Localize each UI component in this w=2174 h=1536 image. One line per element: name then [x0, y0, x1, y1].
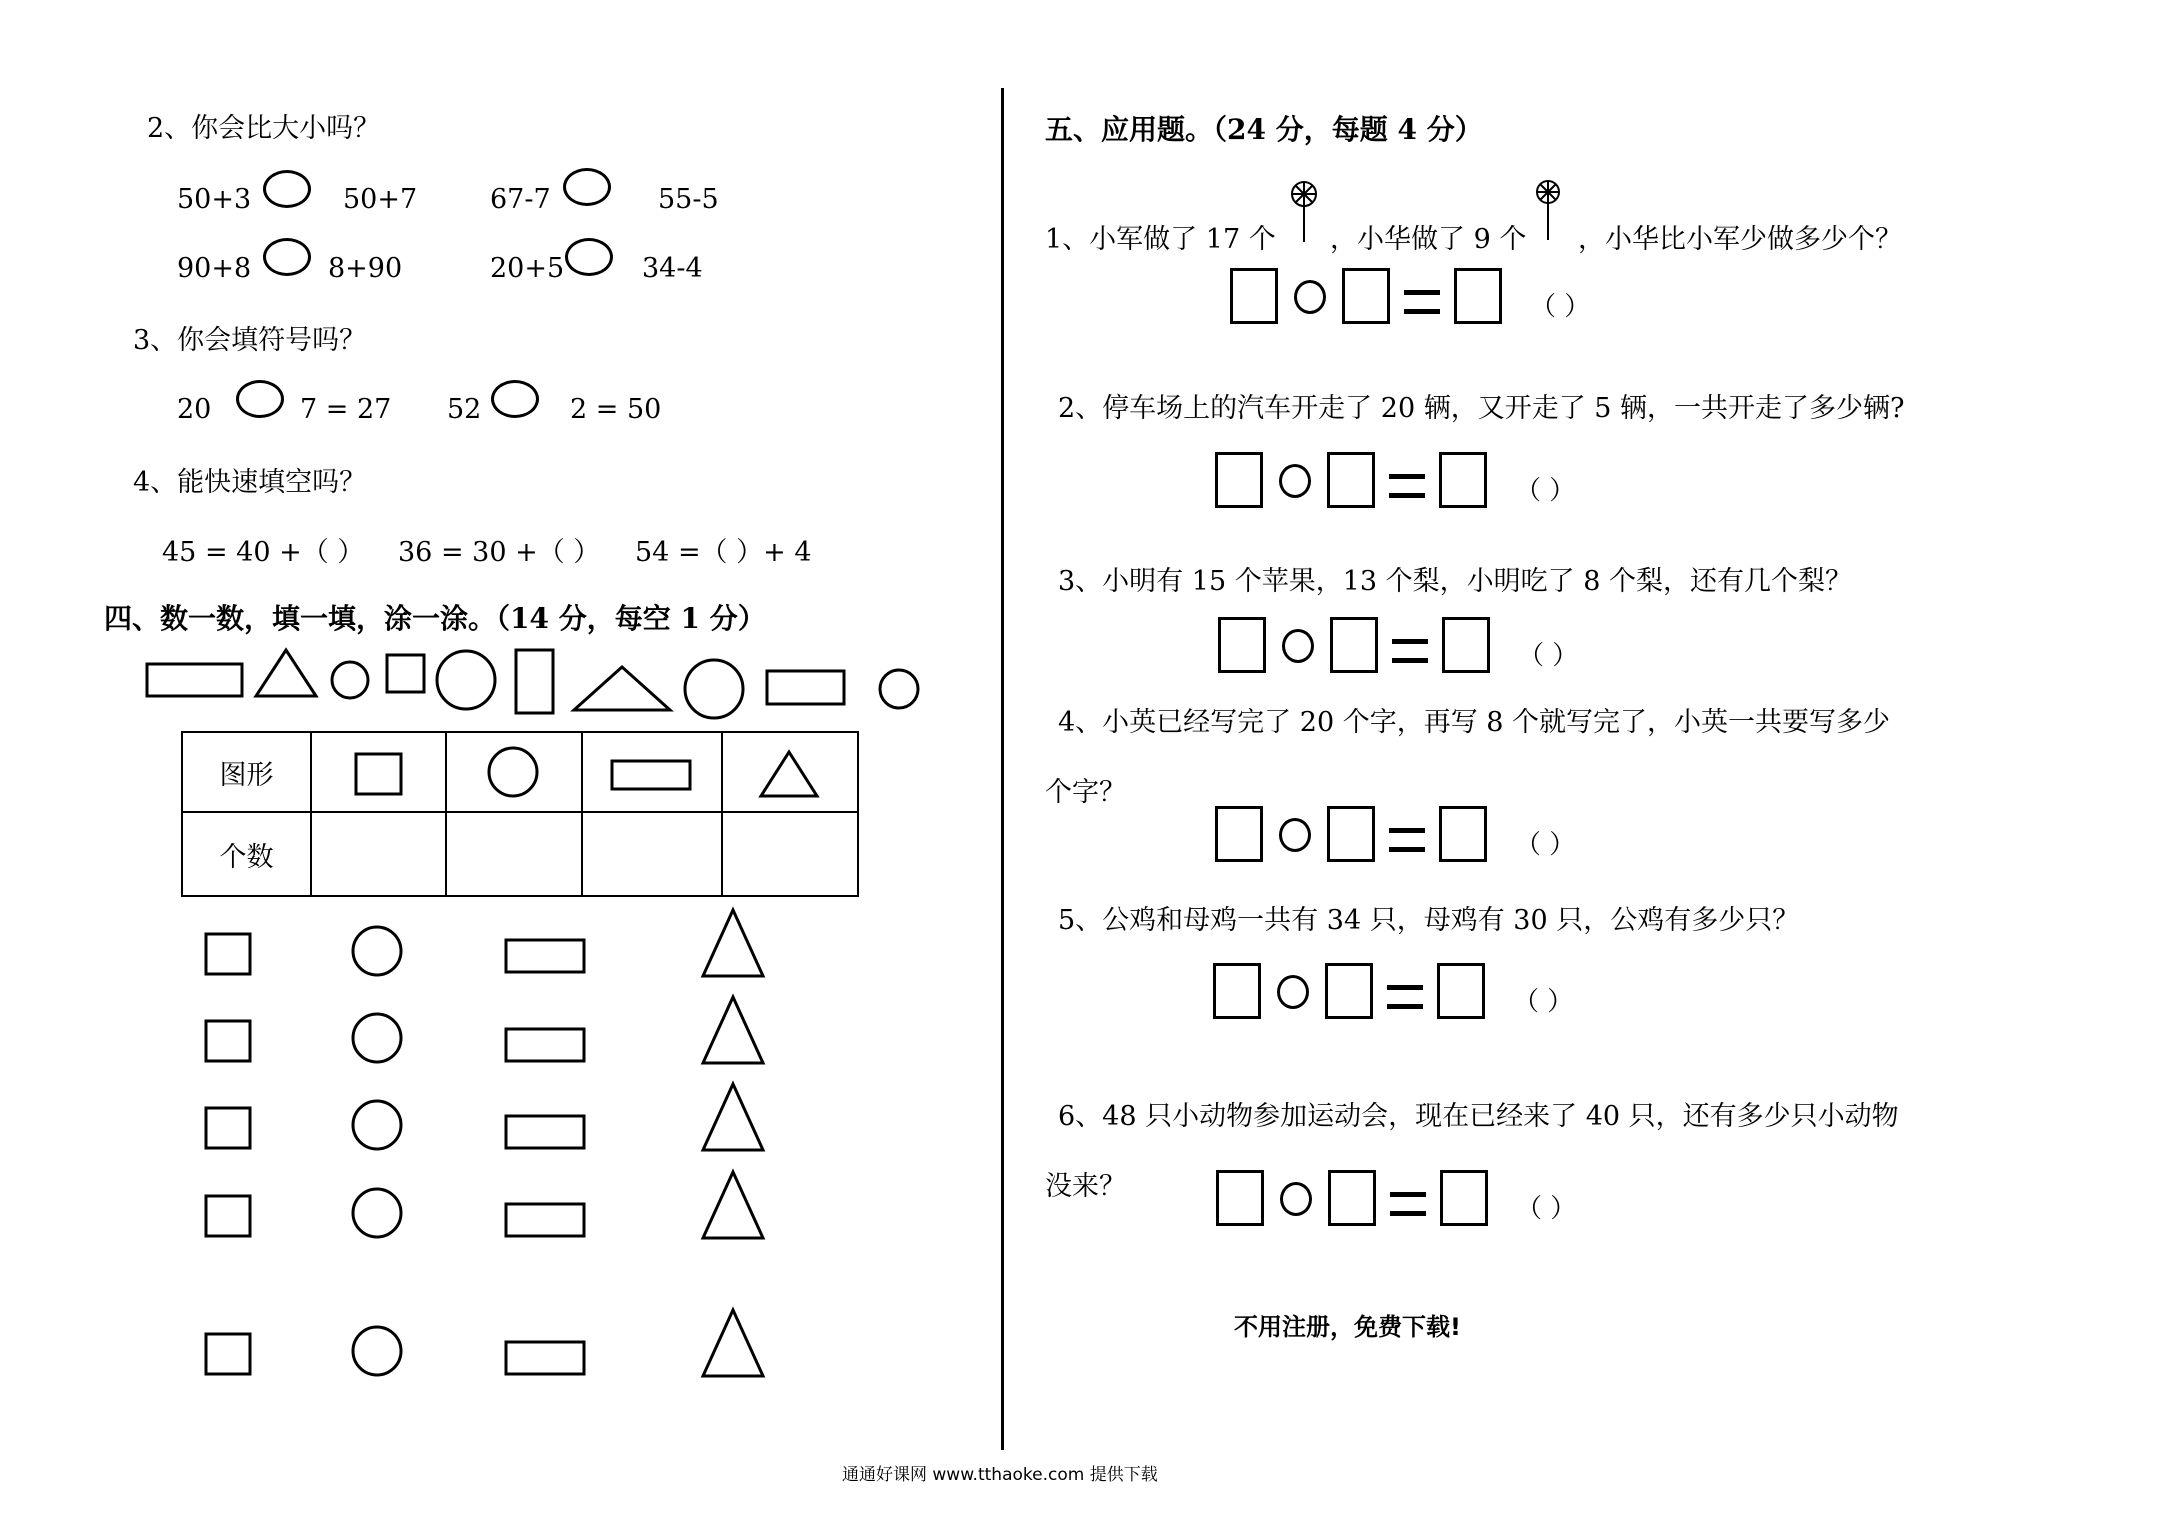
- fill-blank: 45 = 40 +（ ）: [162, 537, 365, 568]
- answer-box[interactable]: [1230, 268, 1278, 324]
- answer-paren[interactable]: （ ）: [1515, 476, 1576, 506]
- symbol-b: 7 = 27: [300, 394, 392, 425]
- color-rectangle[interactable]: [506, 1342, 584, 1374]
- answer-box[interactable]: [1439, 806, 1487, 862]
- answer-box[interactable]: [1213, 963, 1261, 1019]
- question-1-part-a: 1、小军做了 17 个: [1045, 224, 1276, 255]
- compare-a: 50+3: [177, 184, 252, 215]
- color-square[interactable]: [206, 1196, 250, 1236]
- color-rectangle[interactable]: [506, 1029, 584, 1061]
- coloring-shapes: [0, 0, 960, 1400]
- answer-box[interactable]: [1330, 617, 1378, 673]
- question-2: 2、停车场上的汽车开走了 20 辆，又开走了 5 辆，一共开走了多少辆?: [1058, 393, 1905, 424]
- question-4-line-2: 个字？: [1045, 777, 1126, 808]
- equals-sign: [1404, 290, 1440, 314]
- answer-paren[interactable]: （ ）: [1516, 1194, 1577, 1224]
- answer-box[interactable]: [1327, 452, 1375, 508]
- answer-box[interactable]: [1325, 963, 1373, 1019]
- footer-text: 通通好课网 www.tthaoke.com 提供下载: [842, 1465, 1158, 1485]
- symbol-a: 52: [447, 394, 482, 425]
- color-circle[interactable]: [353, 927, 401, 975]
- fill-blank: 54 =（ ）+ 4: [635, 537, 812, 568]
- answer-box[interactable]: [1442, 617, 1490, 673]
- question-3: 3、小明有 15 个苹果，13 个梨，小明吃了 8 个梨，还有几个梨？: [1058, 566, 1852, 597]
- compare-a: 67-7: [490, 184, 551, 215]
- color-circle[interactable]: [353, 1189, 401, 1237]
- question-6-line-1: 6、48 只小动物参加运动会，现在已经来了 40 只，还有多少只小动物: [1058, 1101, 1899, 1132]
- compare-b: 55-5: [658, 184, 719, 215]
- color-triangle[interactable]: [703, 1172, 763, 1238]
- operator-circle[interactable]: [1282, 629, 1314, 663]
- answer-box[interactable]: [1440, 1170, 1488, 1226]
- operator-circle[interactable]: [1280, 1182, 1312, 1216]
- column-divider: [1001, 88, 1004, 1450]
- color-rectangle[interactable]: [506, 1116, 584, 1148]
- color-circle[interactable]: [353, 1014, 401, 1062]
- answer-paren[interactable]: （ ）: [1513, 987, 1574, 1017]
- answer-paren[interactable]: （ ）: [1530, 292, 1591, 322]
- symbol-a: 20: [177, 394, 212, 425]
- section5-title: 五、应用题。（24 分，每题 4 分）: [1045, 113, 1483, 146]
- operator-circle[interactable]: [1277, 975, 1309, 1009]
- answer-box[interactable]: [1215, 806, 1263, 862]
- q3-title: 3、你会填符号吗？: [133, 325, 367, 356]
- question-5: 5、公鸡和母鸡一共有 34 只，母鸡有 30 只，公鸡有多少只？: [1058, 905, 1800, 936]
- question-6-line-2: 没来？: [1045, 1171, 1126, 1202]
- equals-sign: [1387, 985, 1423, 1009]
- operator-circle[interactable]: [1294, 280, 1326, 314]
- color-triangle[interactable]: [703, 1084, 763, 1150]
- question-1-part-b: ，小华做了 9 个: [1330, 224, 1527, 255]
- pinwheel-icon: [1530, 170, 1570, 245]
- answer-box[interactable]: [1439, 452, 1487, 508]
- equals-sign: [1389, 474, 1425, 498]
- equals-sign: [1392, 639, 1428, 663]
- compare-a: 20+5: [490, 253, 565, 284]
- color-triangle[interactable]: [703, 997, 763, 1063]
- color-circle[interactable]: [353, 1101, 401, 1149]
- color-square[interactable]: [206, 1334, 250, 1374]
- color-square[interactable]: [206, 1021, 250, 1061]
- answer-box[interactable]: [1215, 452, 1263, 508]
- symbol-b: 2 = 50: [570, 394, 662, 425]
- row-header-count: 个数: [182, 812, 311, 896]
- color-rectangle[interactable]: [506, 1204, 584, 1236]
- fill-blank: 36 = 30 +（ ）: [398, 537, 601, 568]
- answer-box[interactable]: [1342, 268, 1390, 324]
- color-square[interactable]: [206, 1108, 250, 1148]
- equals-sign: [1390, 1192, 1426, 1216]
- answer-box[interactable]: [1328, 1170, 1376, 1226]
- question-4-line-1: 4、小英已经写完了 20 个字，再写 8 个就写完了，小英一共要写多少: [1058, 707, 1891, 738]
- q4-title: 4、能快速填空吗？: [133, 467, 367, 498]
- answer-paren[interactable]: （ ）: [1515, 830, 1576, 860]
- color-circle[interactable]: [353, 1327, 401, 1375]
- compare-b: 50+7: [343, 184, 418, 215]
- compare-b: 34-4: [642, 253, 703, 284]
- answer-paren[interactable]: （ ）: [1518, 641, 1579, 671]
- question-1-part-c: ，小华比小军少做多少个？: [1578, 224, 1902, 255]
- answer-box[interactable]: [1218, 617, 1266, 673]
- q2-title: 2、你会比大小吗？: [147, 113, 381, 144]
- answer-box[interactable]: [1216, 1170, 1264, 1226]
- operator-circle[interactable]: [1279, 464, 1311, 498]
- color-square[interactable]: [206, 934, 250, 974]
- pinwheel-icon: [1280, 172, 1330, 247]
- color-triangle[interactable]: [703, 910, 763, 976]
- free-download-note: 不用注册，免费下载!: [1234, 1313, 1461, 1341]
- row-header-shape: 图形: [182, 732, 311, 812]
- answer-box[interactable]: [1454, 268, 1502, 324]
- color-triangle[interactable]: [703, 1310, 763, 1376]
- answer-box[interactable]: [1327, 806, 1375, 862]
- compare-b: 8+90: [328, 253, 403, 284]
- equals-sign: [1389, 828, 1425, 852]
- section4-title: 四、数一数，填一填，涂一涂。（14 分，每空 1 分）: [104, 602, 766, 635]
- compare-a: 90+8: [177, 253, 252, 284]
- operator-circle[interactable]: [1279, 818, 1311, 852]
- answer-box[interactable]: [1437, 963, 1485, 1019]
- color-rectangle[interactable]: [506, 940, 584, 972]
